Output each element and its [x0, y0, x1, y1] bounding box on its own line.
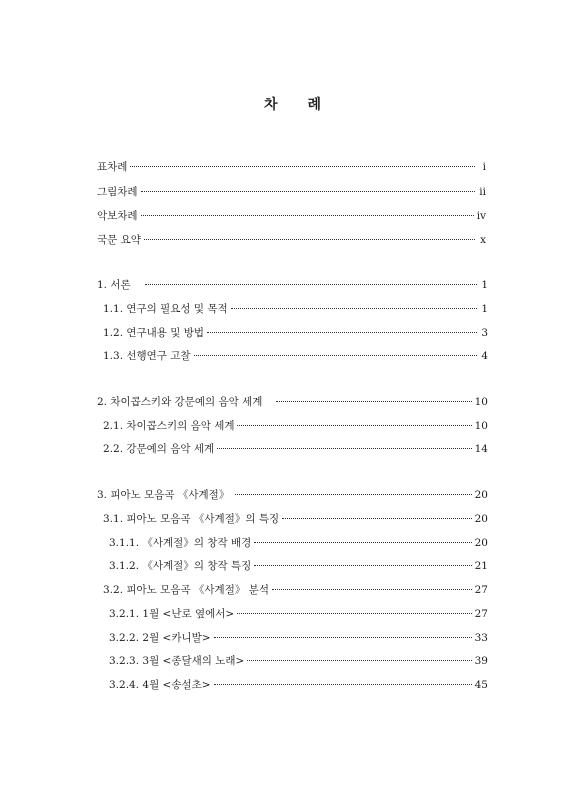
toc-chapter-3[interactable]: [97, 484, 488, 501]
toc-entry-page: 1: [481, 303, 488, 315]
leader-dots: [237, 603, 471, 617]
toc-chapter-2[interactable]: [97, 391, 488, 408]
toc-entry-page: 14: [474, 443, 488, 455]
toc-entry-korean-abstract[interactable]: [97, 229, 486, 246]
leader-dots: [141, 181, 475, 195]
toc-entry-label: 3.2. 피아노 모음곡 《사계절》 분석: [103, 584, 269, 596]
toc-entry-page: 20: [474, 513, 488, 525]
toc-entry-page: 20: [474, 537, 488, 549]
toc-section-2-1[interactable]: [103, 415, 488, 432]
toc-entry-page: 1: [481, 279, 488, 291]
page-title: [0, 94, 585, 114]
toc-entry-page: ii: [479, 186, 486, 198]
toc-entry-score-list[interactable]: [97, 205, 486, 222]
leader-dots: [194, 345, 477, 359]
toc-entry-label: 3.2.1. 1월 <난로 옆에서>: [109, 608, 235, 620]
toc-section-2-2[interactable]: [103, 438, 488, 455]
toc-entry-label: 3.2.4. 4월 <송설초>: [109, 679, 211, 691]
toc-entry-label: 악보차례: [97, 210, 138, 222]
toc-entry-page: 3: [481, 327, 488, 339]
toc-subsection-3-2-2[interactable]: [109, 627, 488, 644]
leader-dots: [144, 229, 475, 243]
toc-entry-page: 10: [474, 396, 488, 408]
toc-section-1-1[interactable]: [103, 298, 488, 315]
leader-dots: [145, 274, 477, 288]
toc-section-3-2[interactable]: [103, 579, 488, 596]
leader-dots: [276, 391, 471, 405]
toc-entry-label: 3.1. 피아노 모음곡 《사계절》의 특징: [103, 513, 280, 525]
leader-dots: [254, 532, 471, 546]
toc-entry-label: 1. 서론: [97, 279, 131, 291]
toc-entry-page: x: [480, 234, 486, 246]
toc-subsection-3-1-2[interactable]: [109, 555, 488, 572]
toc-entry-label: 2.1. 차이콥스키의 음악 세계: [103, 420, 235, 432]
toc-entry-label: 3.2.3. 3월 <종달새의 노래>: [109, 655, 245, 667]
toc-entry-label: 2. 차이콥스키와 강문예의 음악 세계: [97, 396, 263, 408]
leader-dots: [214, 674, 472, 688]
toc-section-3-1[interactable]: [103, 508, 488, 525]
leader-dots: [217, 438, 471, 452]
title-char-1: 차: [263, 97, 278, 113]
toc-entry-page: 27: [474, 584, 488, 596]
toc-entry-page: 21: [474, 560, 488, 572]
leader-dots: [141, 205, 474, 219]
toc-entry-table-list[interactable]: [97, 156, 486, 173]
toc-entry-label: 3.1.1. 《사계절》의 창작 배경: [109, 537, 252, 549]
toc-entry-label: 2.2. 강문예의 음악 세계: [103, 443, 215, 455]
leader-dots: [207, 322, 477, 336]
toc-subsection-3-1-1[interactable]: [109, 532, 488, 549]
toc-entry-label: 3.1.2. 《사계절》의 창작 특징: [109, 560, 252, 572]
toc-entry-figure-list[interactable]: [97, 181, 486, 198]
toc-subsection-3-2-4[interactable]: [109, 674, 488, 691]
toc-entry-label: 3.2.2. 2월 <카니발>: [109, 632, 211, 644]
toc-entry-page: 27: [474, 608, 488, 620]
toc-entry-label: 3. 피아노 모음곡 《사계절》: [97, 489, 230, 501]
toc-entry-page: 4: [481, 350, 488, 362]
toc-entry-page: i: [482, 161, 486, 173]
leader-dots: [272, 579, 472, 593]
toc-entry-label: 국문 요약: [97, 234, 141, 246]
leader-dots: [282, 508, 472, 522]
toc-entry-page: 33: [474, 632, 488, 644]
leader-dots: [254, 555, 471, 569]
leader-dots: [235, 484, 471, 498]
toc-subsection-3-2-1[interactable]: [109, 603, 488, 620]
leader-dots: [214, 627, 472, 641]
leader-dots: [130, 156, 475, 170]
toc-section-1-2[interactable]: [103, 322, 488, 339]
leader-dots: [237, 415, 471, 429]
toc-entry-label: 1.2. 연구내용 및 방법: [103, 327, 205, 339]
leader-dots: [247, 650, 471, 664]
toc-entry-page: 39: [474, 655, 488, 667]
toc-entry-label: 1.1. 연구의 필요성 및 목적: [103, 303, 228, 315]
toc-subsection-3-2-3[interactable]: [109, 650, 488, 667]
toc-entry-label: 1.3. 선행연구 고찰: [103, 350, 191, 362]
toc-entry-label: 그림차례: [97, 186, 138, 198]
toc-chapter-1[interactable]: [97, 274, 488, 291]
toc-section-1-3[interactable]: [103, 345, 488, 362]
toc-entry-page: 20: [474, 489, 488, 501]
leader-dots: [231, 298, 477, 312]
toc-entry-page: ⅳ: [476, 210, 486, 222]
toc-entry-page: 10: [474, 420, 488, 432]
title-char-2: 례: [307, 97, 322, 113]
toc-entry-page: 45: [474, 679, 488, 691]
toc-entry-label: 표차례: [97, 161, 128, 173]
